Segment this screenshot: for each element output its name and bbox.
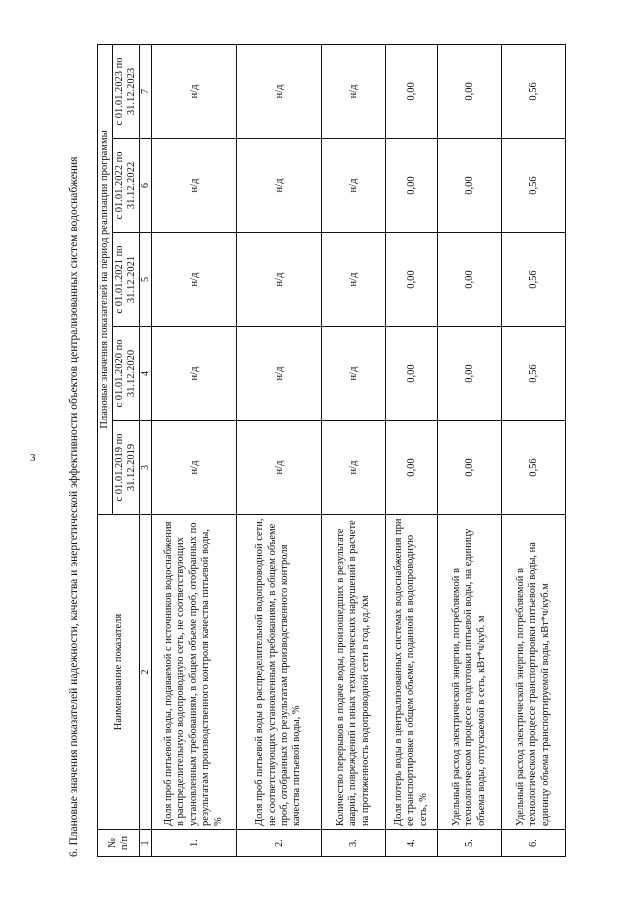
value-cell: н/д [152, 139, 237, 233]
table-row [152, 44, 237, 856]
col-header-group: Плановые значения показателей на период реализации программы [98, 44, 113, 514]
value-cell: н/д [152, 233, 237, 327]
value-cell: н/д [322, 233, 386, 327]
value-cell: 0,56 [502, 44, 566, 138]
value-cell: 0,00 [386, 44, 438, 138]
column-index: 2 [140, 515, 152, 830]
value-cell: 0,00 [438, 421, 502, 515]
indicator-name: Доля потерь воды в централизованных системах водоснабжения при ее транспортировке в общем объеме, поданной в водопроводную сеть, % [386, 515, 438, 830]
column-index: 7 [140, 44, 152, 138]
table-row [438, 44, 502, 856]
value-cell: 0,56 [502, 421, 566, 515]
value-cell: н/д [322, 421, 386, 515]
value-cell: 0,56 [502, 139, 566, 233]
row-number: 1. [152, 830, 237, 857]
column-index: 1 [140, 830, 152, 857]
period-header: с 01.01.2023 по 31.12.2023 [113, 44, 140, 138]
value-cell: н/д [322, 139, 386, 233]
value-cell: 0,00 [386, 327, 438, 421]
value-cell: н/д [152, 327, 237, 421]
table-row [322, 44, 386, 856]
value-cell: н/д [237, 233, 322, 327]
indicators-table [97, 44, 566, 857]
value-cell: н/д [322, 327, 386, 421]
value-cell: 0,00 [438, 139, 502, 233]
row-number: 3. [322, 830, 386, 857]
value-cell: н/д [237, 44, 322, 138]
page-number: 3 [30, 452, 36, 464]
value-cell: н/д [322, 44, 386, 138]
col-header-num: № п/п [98, 830, 140, 857]
column-index: 5 [140, 233, 152, 327]
column-index: 3 [140, 421, 152, 515]
period-header: с 01.01.2022 по 31.12.2022 [113, 139, 140, 233]
period-header: с 01.01.2020 по 31.12.2020 [113, 327, 140, 421]
value-cell: 0,00 [386, 233, 438, 327]
row-number: 2. [237, 830, 322, 857]
value-cell: 0,00 [386, 139, 438, 233]
value-cell: 0,00 [386, 421, 438, 515]
row-number: 5. [438, 830, 502, 857]
value-cell: 0,00 [438, 44, 502, 138]
value-cell: н/д [237, 327, 322, 421]
section-heading: 6. Плановые значения показателей надежности, качества и энергетической эффективности объектов централизованных систем водоснабжения [68, 156, 80, 857]
table-row [502, 44, 566, 856]
column-index: 6 [140, 139, 152, 233]
col-header-name: Наименование показателя [98, 515, 140, 830]
value-cell: 0,56 [502, 233, 566, 327]
value-cell: н/д [237, 139, 322, 233]
row-number: 4. [386, 830, 438, 857]
value-cell: н/д [152, 44, 237, 138]
indicator-name: Удельный расход электрической энергии, потребляемой в технологическом процессе подготовки питьевой воды, на единицу объема воды, отпускаемой в сеть, кВт*ч/куб. м [438, 515, 502, 830]
indicator-name: Количество перерывов в подаче воды, произошедших в результате аварий, повреждений и иных технологических нарушений в расчете на протяженность водопроводной сети в год, ед./км [322, 515, 386, 830]
value-cell: 0,00 [438, 327, 502, 421]
row-number: 6. [502, 830, 566, 857]
table-row [386, 44, 438, 856]
indicator-name: Доля проб питьевой воды в распределительной водопроводной сети, не соответствующих установленным требованиям, в общем объеме проб, отобранных по результатам производственного контроля качества питьевой воды, % [237, 515, 322, 830]
indicator-name: Доля проб питьевой воды, подаваемой с источников водоснабжения в распределительную водопроводную сеть, не соответствующих установленным требованиям, в общем объеме проб, отобранных по результатам производственного контроля качества питьевой воды, % [152, 515, 237, 830]
value-cell: н/д [237, 421, 322, 515]
table-row [237, 44, 322, 856]
value-cell: 0,56 [502, 327, 566, 421]
indicator-name: Удельный расход электрической энергии, потребляемой в технологическом процессе транспортировки питьевой воды, на единицу объема транспортируемой воды, кВт*ч/куб.м [502, 515, 566, 830]
value-cell: 0,00 [438, 233, 502, 327]
period-header: с 01.01.2021 по 31.12.2021 [113, 233, 140, 327]
value-cell: н/д [152, 421, 237, 515]
column-index: 4 [140, 327, 152, 421]
period-header: с 01.01.2019 по 31.12.2019 [113, 421, 140, 515]
